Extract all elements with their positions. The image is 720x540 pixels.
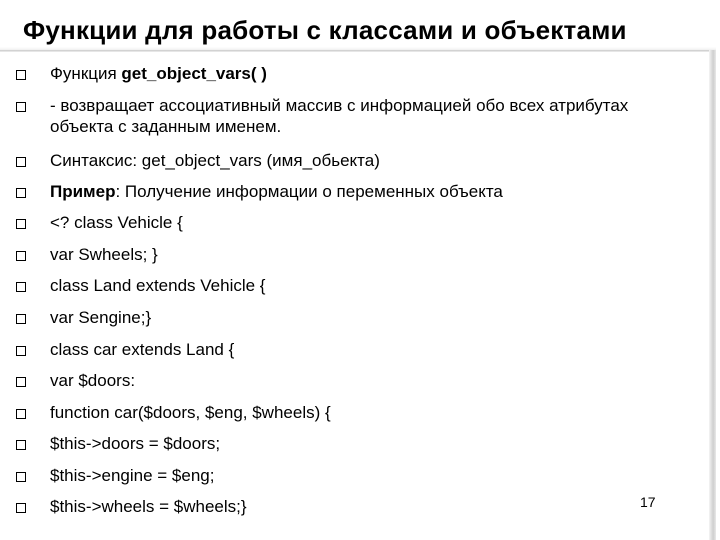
- function-name: get_object_vars( ): [121, 64, 267, 83]
- code-line: var $doors:: [50, 371, 136, 390]
- list-item-text: - возвращает ассоциативный массив с информацией обо всех атрибутах объекта с заданным именем.: [50, 96, 629, 136]
- square-bullet-icon: [16, 440, 26, 450]
- list-item-text: [50, 181, 690, 202]
- example-text: : Получение информации о переменных объекта: [115, 182, 503, 201]
- code-line: <? class Vehicle {: [50, 213, 183, 232]
- square-bullet-icon: [16, 472, 26, 482]
- square-bullet-icon: [16, 377, 26, 387]
- square-bullet-icon: [16, 346, 26, 356]
- square-bullet-icon: [16, 282, 26, 292]
- frame-right-border: [709, 50, 716, 540]
- square-bullet-icon: [16, 188, 26, 198]
- frame-top-border: [0, 50, 716, 52]
- slide-title: Функции для работы с классами и объектами: [23, 15, 627, 45]
- square-bullet-icon: [16, 70, 26, 80]
- example-label: Пример: [50, 182, 116, 201]
- code-line: function car($doors, $eng, $wheels) {: [50, 403, 331, 422]
- code-line: $this->doors = $doors;: [50, 434, 221, 453]
- code-line: var Sengine;}: [50, 308, 152, 327]
- code-line: var Swheels; }: [50, 245, 158, 264]
- code-line: class car extends Land {: [50, 340, 235, 359]
- square-bullet-icon: [16, 314, 26, 324]
- square-bullet-icon: [16, 219, 26, 229]
- code-line: class Land extends Vehicle {: [50, 276, 266, 295]
- list-item-text: [50, 63, 690, 84]
- page-number: 17: [640, 494, 656, 510]
- code-line: $this->wheels = $wheels;}: [50, 497, 247, 516]
- code-line: $this->engine = $eng;: [50, 466, 215, 485]
- function-label: Функция: [50, 64, 122, 83]
- list-item-text: Синтаксис: get_object_vars (имя_обьекта): [50, 151, 380, 170]
- square-bullet-icon: [16, 251, 26, 261]
- square-bullet-icon: [16, 102, 26, 112]
- square-bullet-icon: [16, 503, 26, 513]
- square-bullet-icon: [16, 157, 26, 167]
- square-bullet-icon: [16, 409, 26, 419]
